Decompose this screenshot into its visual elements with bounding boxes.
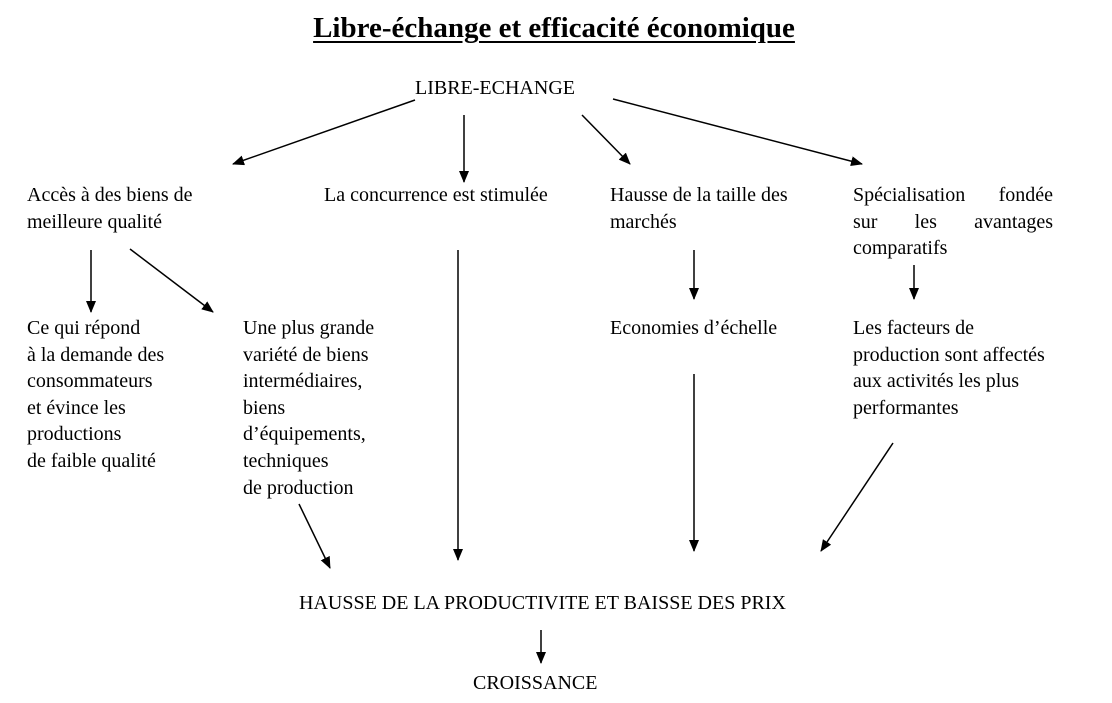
- arrow-root-to-specialisation: [613, 99, 862, 164]
- node-text-line: de faible qualité: [27, 449, 156, 472]
- node-text-line: productions: [27, 423, 122, 446]
- node-text-line: variété de biens: [243, 343, 369, 366]
- node-text-line: Accès à des biens de: [27, 184, 193, 206]
- node-text-line: et évince les: [27, 396, 126, 419]
- node-text-line: de production: [243, 476, 354, 499]
- node-text-line: aux activités les plus: [853, 370, 1020, 393]
- arrow-variete-to-productivite: [299, 504, 330, 568]
- node-text-line: intermédiaires,: [243, 370, 363, 393]
- node-text-line: à la demande des: [27, 343, 165, 366]
- arrow-root-to-hausse-taille: [582, 115, 630, 164]
- node-text-line: comparatifs: [853, 237, 948, 260]
- node-text-line: Ce qui répond: [27, 317, 141, 339]
- node-text-line: meilleure qualité: [27, 210, 162, 233]
- node-text-line: Spécialisation fondée: [853, 184, 1053, 206]
- node-text-line: d’équipements,: [243, 423, 366, 446]
- node-concurrence-label: La concurrence est stimulée: [324, 184, 548, 206]
- node-text-line: biens: [243, 396, 286, 419]
- node-text-line: Une plus grande: [243, 317, 375, 339]
- node-productivite-label: HAUSSE DE LA PRODUCTIVITE ET BAISSE DES PRIX: [299, 592, 786, 614]
- arrow-acces-to-variete: [130, 249, 213, 312]
- node-text-line: marchés: [610, 210, 677, 233]
- node-croissance-label: CROISSANCE: [473, 672, 598, 694]
- node-text-line: sur les avantages: [853, 210, 1053, 233]
- node-text-line: techniques: [243, 449, 329, 472]
- node-text-line: consommateurs: [27, 370, 153, 393]
- node-economies-label: Economies d’échelle: [610, 317, 778, 339]
- arrow-root-to-acces: [233, 100, 415, 164]
- node-text-line: production sont affectés: [853, 343, 1045, 366]
- node-text-line: Les facteurs de: [853, 317, 975, 339]
- arrow-facteurs-to-productivite: [821, 443, 893, 551]
- diagram-title: Libre-échange et efficacité économique: [313, 12, 795, 44]
- node-text-line: performantes: [853, 396, 959, 419]
- node-libre-echange-label: LIBRE-ECHANGE: [415, 77, 575, 99]
- node-text-line: Hausse de la taille des: [610, 184, 788, 206]
